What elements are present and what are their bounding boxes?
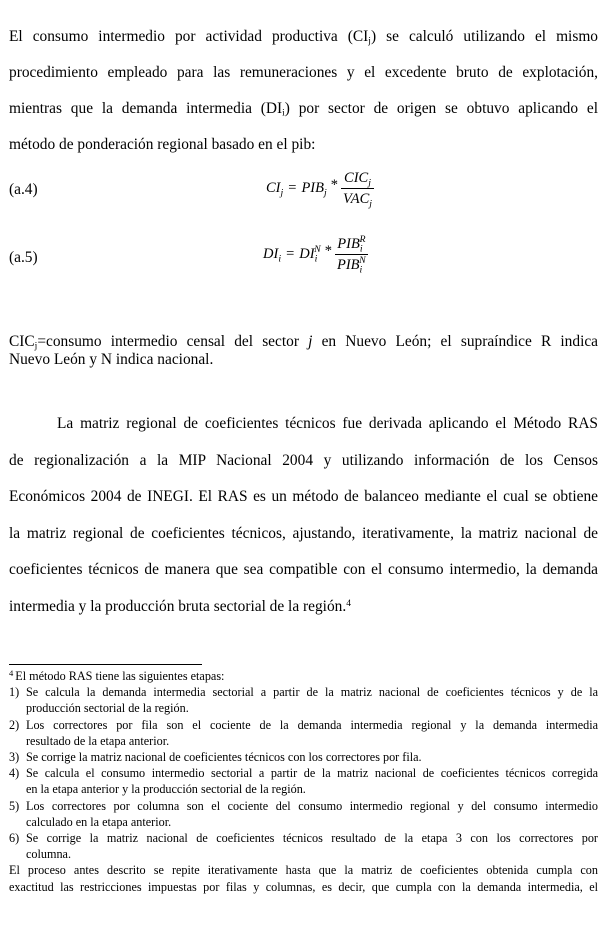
text-line: intermedia y la producción bruta sectorial de la región.$^4$ bbox=[9, 597, 351, 615]
text-line: coeficientes técnicos de manera que sea compatible con el consumo intermedio, la demanda bbox=[9, 561, 598, 579]
footnote-step-6: 6) Se corrige la matriz nacional de coeficientes técnicos resultado de la etapa 3 con los correctores por columna. bbox=[9, 831, 598, 862]
fraction-denominator: $VAC_j$ bbox=[342, 191, 373, 210]
text-line: de regionalización a la MIP Nacional 2004 y utilizando información de los Censos bbox=[9, 451, 598, 469]
paragraph-consumo-intermedio bbox=[9, 19, 598, 163]
text-line: El consumo intermedio por actividad productiva $(CI_j)$ se calculó utilizando el mismo bbox=[9, 28, 598, 47]
text-line: método de ponderación regional basado en el pib: bbox=[9, 136, 316, 153]
equation-label: (a.5) bbox=[9, 249, 38, 266]
fraction-numerator: $PIB_i^R$ bbox=[337, 234, 366, 255]
fraction-numerator: $CIC_j$ bbox=[344, 170, 371, 189]
eq-factor: $DI_i^N$ bbox=[299, 244, 321, 265]
footnote-step-1: 1) Se calcula la demanda intermedia sectorial a partir de la matriz nacional de coeficientes técnicos y de la producción sectorial de la región. bbox=[9, 685, 598, 716]
equals-sign: = bbox=[286, 246, 295, 262]
footnote-step-5: 5) Los correctores por columna son el cociente del consumo intermedio regional y del consumo intermedio calculado en la etapa anterior. bbox=[9, 798, 598, 829]
equals-sign: = bbox=[288, 180, 297, 196]
eq-fraction bbox=[335, 234, 368, 275]
equation-a5 bbox=[9, 234, 598, 284]
text-line: Económicos 2004 de INEGI. El RAS es un método de balanceo mediante el cual se obtiene bbox=[9, 488, 598, 506]
eq-factor: $PIB_j$ bbox=[301, 180, 327, 199]
footnote-closing-line: El proceso antes descrito se repite iterativamente hasta que la matriz de coeficientes obtenida cumpla con bbox=[9, 863, 598, 878]
footnote-4 bbox=[9, 668, 598, 895]
times-sign: * bbox=[330, 177, 338, 193]
eq-lhs: $DI_i$ bbox=[263, 246, 282, 265]
footnote-separator bbox=[9, 664, 202, 665]
equation-a4 bbox=[9, 168, 598, 218]
equation-label: (a.4) bbox=[9, 181, 38, 198]
paragraph-matriz-regional bbox=[9, 406, 598, 626]
eq-lhs: $CI_j$ bbox=[266, 180, 284, 199]
footnote-intro: $^4$ El método RAS tiene las siguientes etapas: bbox=[9, 667, 225, 683]
equation-expression bbox=[266, 168, 374, 209]
footnote-marker: 4 bbox=[9, 667, 14, 678]
text-line: la matriz regional de coeficientes técnicos, ajustando, iterativamente, la matriz nacional de bbox=[9, 524, 598, 542]
footnote-step-2: 2) Los correctores por fila son el cociente de la demanda intermedia regional y la demanda intermedia resultado de la etapa anterior. bbox=[9, 717, 598, 748]
eq-fraction bbox=[341, 168, 374, 209]
text-line: $CIC_j=consumo$ intermedio censal del sector j en Nuevo León; el supraíndice R indica bbox=[9, 333, 599, 352]
equation-expression bbox=[263, 234, 368, 275]
text-line: mientras que la demanda intermedia $(DI_i)$ por sector de origen se obtuvo aplicando el bbox=[9, 100, 598, 119]
text-line: Nuevo León y N indica nacional. bbox=[9, 350, 214, 368]
paragraph-definitions bbox=[9, 333, 598, 368]
footnote-closing-line: exactitud las restricciones impuestas por filas y columnas, es decir, que cumpla con la demanda intermedia, el bbox=[9, 879, 598, 894]
footnote-reference[interactable]: 4 bbox=[346, 597, 351, 609]
fraction-denominator: $PIB_i^N$ bbox=[337, 255, 366, 276]
footnote-step-4: 4) Se calcula el consumo intermedio sectorial a partir de la matriz nacional de coeficientes técnicos corregida en la etapa anterior y la producción sectorial de la región. bbox=[9, 766, 598, 797]
text-line: La matriz regional de coeficientes técnicos fue derivada aplicando el Método RAS bbox=[57, 415, 598, 432]
times-sign: * bbox=[324, 243, 332, 259]
footnote-step-3: 3) Se corrige la matriz nacional de coeficientes técnicos con los correctores por fila. bbox=[9, 750, 422, 765]
text-line: procedimiento empleado para las remuneraciones y el excedente bruto de explotación, bbox=[9, 64, 598, 81]
